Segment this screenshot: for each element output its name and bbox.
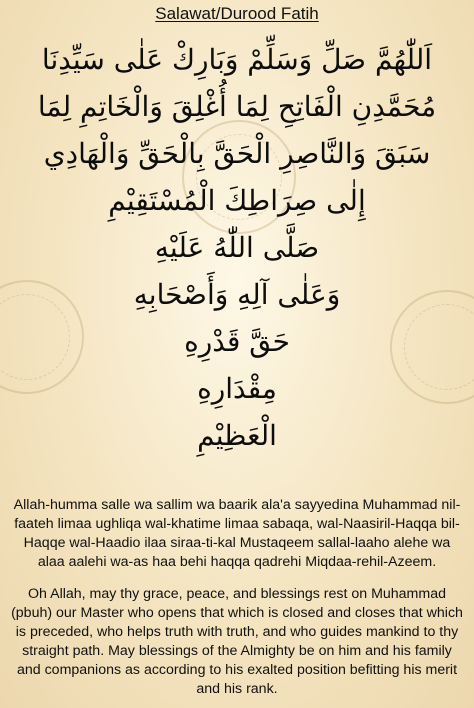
- arabic-line: صَلَّى اللّٰهُ عَلَيْهِ: [154, 231, 320, 264]
- arabic-text: [20, 36, 454, 459]
- transliteration-paragraph: Allah-humma salle wa sallim wa baarik ala'a sayyedina Muhammad nil-faateh limaa ughliqa wal-khatime limaa sabaqa, wal-Naasiril-Haqqa bil-Haqqe wal-Haadio ilaa siraa-ti-kal Mustaqeem sallal-laaho alehe wa alaa aalehi wa-as haa behi haqqa qadrehi Miqdaa-rehil-Azeem.: [13, 497, 461, 570]
- arabic-line: مُحَمَّدِنِ الْفَاتِحِ لِمَا أُغْلِقَ وَالْخَاتِمِ لِمَا: [37, 90, 437, 123]
- arabic-line: وَعَلٰى آلِهِ وَأَصْحَابِهِ: [133, 278, 341, 311]
- arabic-line: الْعَظِيْمِ: [197, 419, 277, 452]
- arabic-line: اَللّٰهُمَّ صَلِّ وَسَلِّمْ وَبَارِكْ عَلٰى سَيِّدِنَا: [41, 43, 433, 76]
- arabic-line: إِلٰى صِرَاطِكَ الْمُسْتَقِيْمِ: [108, 184, 366, 217]
- translation-paragraph: Oh Allah, may thy grace, peace, and blessings rest on Muhammad (pbuh) our Master who opens that which is closed and closes that which is preceded, who helps truth with truth, and who guides mankind to thy straight path. May blessings of the Almighty be on him and his family and companions as according to his exalted position befitting his merit and his rank.: [11, 586, 463, 697]
- arabic-line: سَبَقَ وَالنَّاصِرِ الْحَقَّ بِالْحَقِّ وَالْهَادِي: [43, 137, 431, 170]
- arabic-line: مِقْدَارِهِ: [197, 372, 277, 405]
- arabic-line: حَقَّ قَدْرِهِ: [184, 325, 290, 358]
- page-title: Salawat/Durood Fatih: [155, 4, 319, 23]
